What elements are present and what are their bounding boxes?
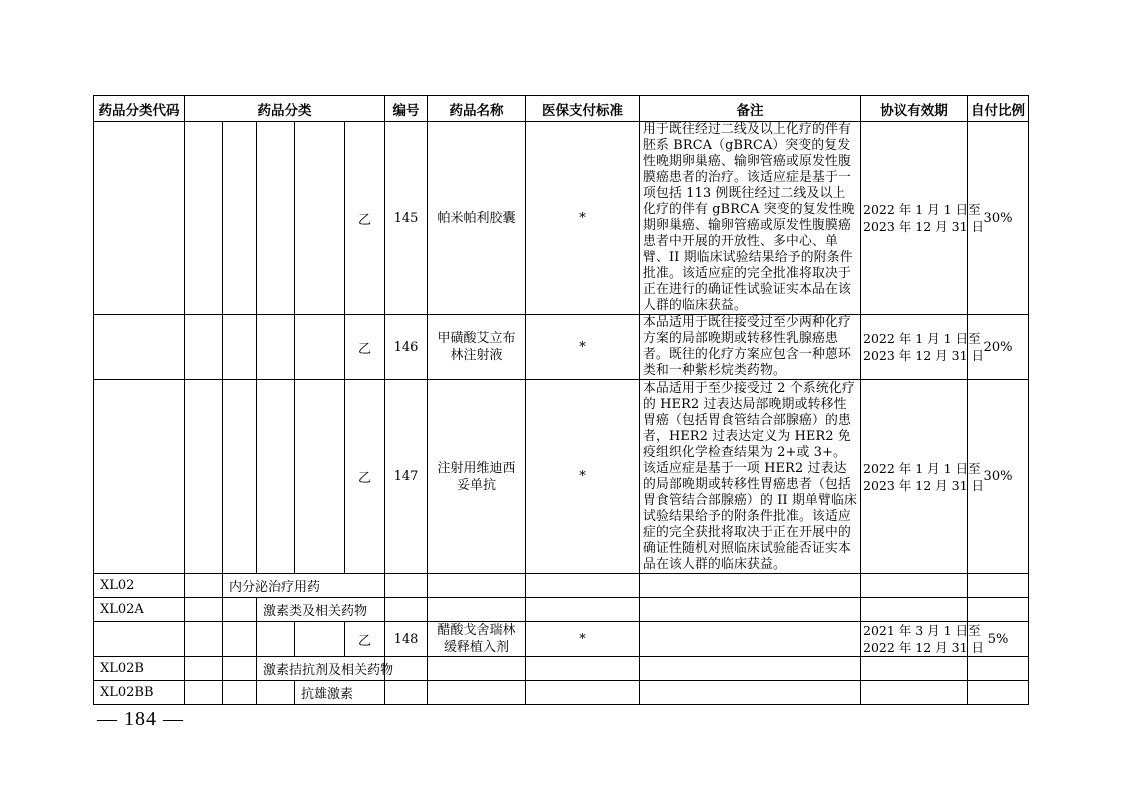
drug-class: 乙 — [345, 315, 385, 380]
category-code: XL02 — [94, 574, 185, 598]
period-end: 2022 年 12 月 31 日 — [863, 640, 984, 655]
category-row — [94, 598, 1029, 622]
code-cell — [94, 122, 185, 315]
table-row — [94, 122, 1029, 315]
payment-standard: * — [526, 315, 640, 380]
period-end: 2023 年 12 月 31 日 — [863, 219, 984, 234]
category-label: 抗雄激素 — [295, 681, 385, 705]
drug-class: 乙 — [345, 622, 385, 657]
table-header-row — [94, 96, 1029, 122]
header-self-pay-ratio: 自付比例 — [968, 96, 1029, 122]
period-start: 2022 年 1 月 1 日至 — [863, 331, 981, 346]
header-category: 药品分类 — [185, 96, 385, 122]
code-cell — [94, 315, 185, 380]
agreement-period — [861, 122, 984, 315]
header-drug-name: 药品名称 — [428, 96, 526, 122]
drug-notes — [640, 622, 861, 657]
drug-class: 乙 — [345, 380, 385, 574]
period-end: 2023 年 12 月 31 日 — [863, 348, 984, 363]
drug-notes: 用于既往经过二线及以上化疗的伴有胚系 BRCA（gBRCA）突变的复发性晚期卵巢癌、输卵管癌或原发性腹膜癌患者的治疗。该适应症是基于一项包括 113 例既往经过二线及以上化疗的伴有 gBRCA 突变的复发性晚期卵巢癌、输卵管癌或原发性腹膜癌患者中开展的开放性、多中心、单臂、II 期临床试验结果给予的附条件批准。该适应症的完全批准将取决于正在进行的确证性试验证实本品在该人群的临床获益。 — [640, 122, 861, 315]
category-label: 激素拮抗剂及相关药物 — [257, 657, 385, 681]
header-number: 编号 — [385, 96, 428, 122]
drug-name: 注射用维迪西妥单抗 — [428, 380, 526, 574]
self-pay-ratio: 30% — [968, 380, 1029, 574]
category-label: 激素类及相关药物 — [257, 598, 385, 622]
drug-class: 乙 — [345, 122, 385, 315]
header-agreement-period: 协议有效期 — [861, 96, 968, 122]
self-pay-ratio: 30% — [968, 122, 1029, 315]
code-cell — [94, 622, 185, 657]
drug-number: 148 — [385, 622, 428, 657]
drug-notes: 本品适用于至少接受过 2 个系统化疗的 HER2 过表达局部晚期或转移性胃癌（包括胃食管结合部腺癌）的患者，HER2 过表达定义为 HER2 免疫组织化学检查结果为 2+或 3+。该适应症是基于一项 HER2 过表达的局部晚期或转移性胃癌患者（包括胃食管结合部腺癌）的 II 期单臂临床试验结果给予的附条件批准。该适应症的完全获批将取决于正在开展中的确证性随机对照临床试验能否证实本品在该人群的临床获益。 — [640, 380, 861, 574]
agreement-period — [861, 622, 984, 657]
period-start: 2022 年 1 月 1 日至 — [863, 460, 981, 476]
drug-number: 146 — [385, 315, 428, 380]
category-code: XL02B — [94, 657, 185, 681]
table-row — [94, 380, 1029, 574]
period-end: 2023 年 12 月 31 日 — [863, 477, 984, 493]
category-row — [94, 681, 1029, 705]
category-row — [94, 574, 1029, 598]
period-start: 2021 年 3 月 1 日至 — [863, 623, 981, 638]
drug-name: 甲磺酸艾立布林注射液 — [428, 315, 526, 380]
payment-standard: * — [526, 380, 640, 574]
drug-name: 醋酸戈舍瑞林缓释植入剂 — [428, 622, 526, 657]
drug-notes: 本品适用于既往接受过至少两种化疗方案的局部晚期或转移性乳腺癌患者。既往的化疗方案应包含一种蒽环类和一种紫杉烷类药物。 — [640, 315, 861, 380]
payment-standard: * — [526, 622, 640, 657]
drug-number: 147 — [385, 380, 428, 574]
agreement-period — [861, 380, 984, 574]
payment-standard: * — [526, 122, 640, 315]
self-pay-ratio: 5% — [968, 622, 1029, 657]
header-code: 药品分类代码 — [94, 96, 185, 122]
agreement-period — [861, 315, 984, 380]
period-start: 2022 年 1 月 1 日至 — [863, 202, 981, 217]
drug-number: 145 — [385, 122, 428, 315]
header-notes: 备注 — [640, 96, 861, 122]
category-row — [94, 657, 1029, 681]
table-row — [94, 315, 1029, 380]
page-number: — 184 — — [97, 708, 184, 730]
self-pay-ratio: 20% — [968, 315, 1029, 380]
table-row — [94, 622, 1029, 657]
drug-catalog-table — [93, 95, 1029, 705]
header-payment-standard: 医保支付标准 — [526, 96, 640, 122]
code-cell — [94, 380, 185, 574]
category-code: XL02BB — [94, 681, 185, 705]
category-code: XL02A — [94, 598, 185, 622]
drug-name: 帕米帕利胶囊 — [428, 122, 526, 315]
category-label: 内分泌治疗用药 — [223, 574, 385, 598]
